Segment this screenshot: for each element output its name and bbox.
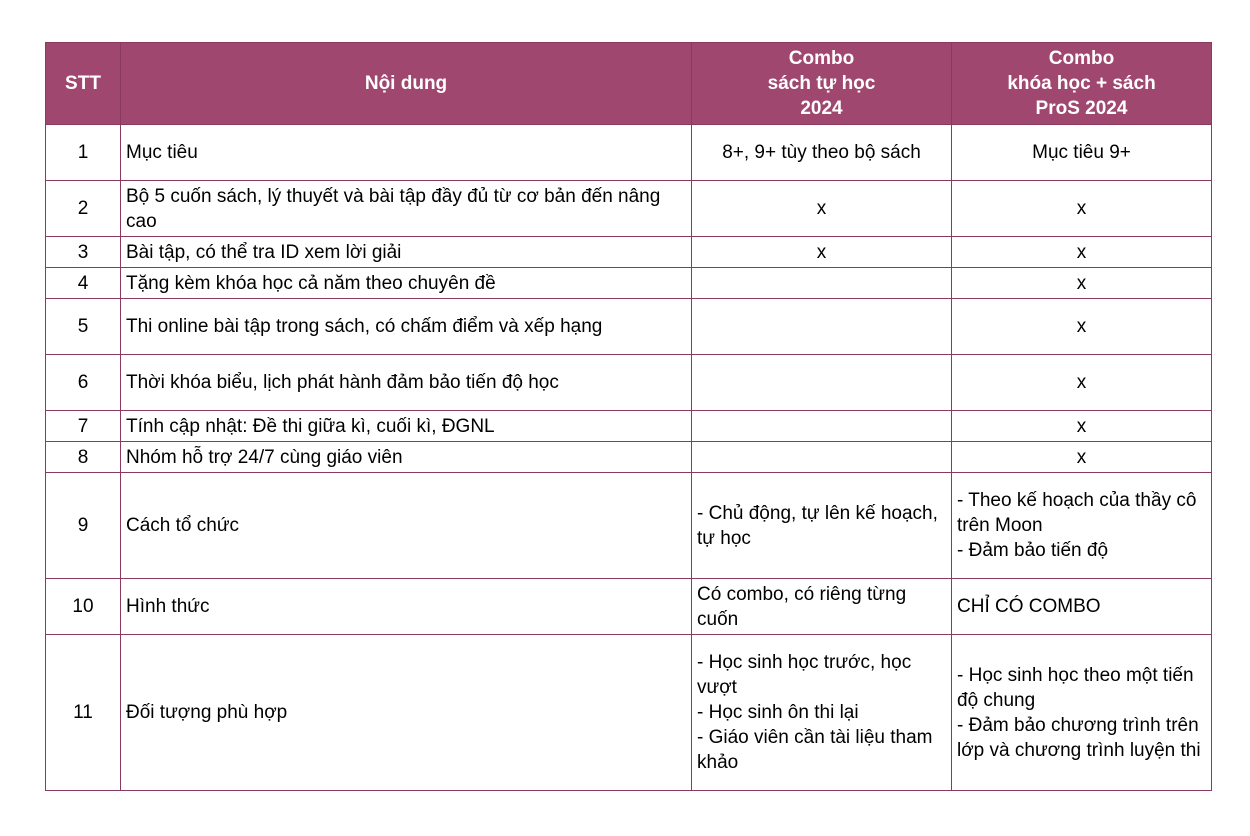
header-content: Nội dung	[121, 43, 692, 125]
cell-combo-course-book	[952, 473, 1212, 579]
table-row	[46, 635, 1212, 791]
table-row	[46, 473, 1212, 579]
row-number: 7	[46, 411, 121, 442]
cell-text: - Học sinh học theo một tiến độ chung	[957, 664, 1194, 711]
cell-combo-course-book	[952, 579, 1212, 635]
cell-combo-self-study	[692, 442, 952, 473]
cell-text: - Giáo viên cần tài liệu tham khảo	[697, 727, 933, 773]
row-content: Hình thức	[121, 579, 692, 635]
row-number: 9	[46, 473, 121, 579]
cell-text: x	[1076, 272, 1087, 294]
cell-combo-course-book	[952, 635, 1212, 791]
row-content: Tính cập nhật: Đề thi giữa kì, cuối kì, ĐGNL	[121, 411, 692, 442]
header-combo-course-book	[952, 43, 1212, 125]
cell-text: x	[1076, 415, 1087, 437]
header-combo-self-study-line: sách tự học	[767, 73, 876, 94]
header-combo-course-book-line: Combo	[1048, 48, 1115, 69]
cell-text: 8+, 9+ tùy theo bộ sách	[722, 142, 921, 163]
row-number: 11	[46, 635, 121, 791]
header-combo-course-book-line: ProS 2024	[1035, 98, 1128, 119]
row-content: Thi online bài tập trong sách, có chấm điểm và xếp hạng	[121, 299, 692, 355]
row-number: 6	[46, 355, 121, 411]
cell-text: x	[1076, 241, 1087, 263]
cell-text: x	[1076, 198, 1087, 219]
comparison-table	[45, 42, 1212, 791]
cell-text: x	[816, 241, 827, 263]
header-combo-course-book-line: khóa học + sách	[1007, 73, 1156, 94]
table-row	[46, 579, 1212, 635]
cell-combo-course-book	[952, 299, 1212, 355]
header-combo-self-study	[692, 43, 952, 125]
header-row	[46, 43, 1212, 125]
row-content: Đối tượng phù hợp	[121, 635, 692, 791]
cell-combo-course-book	[952, 355, 1212, 411]
table-row	[46, 268, 1212, 299]
cell-text: CHỈ CÓ COMBO	[957, 596, 1101, 617]
cell-text: x	[816, 198, 827, 219]
cell-text: - Chủ động, tự lên kế hoạch, tự học	[697, 502, 938, 549]
cell-combo-self-study	[692, 125, 952, 181]
table-body	[46, 125, 1212, 791]
cell-combo-course-book	[952, 411, 1212, 442]
header-combo-self-study-line: 2024	[800, 98, 843, 119]
cell-combo-self-study	[692, 355, 952, 411]
row-content: Nhóm hỗ trợ 24/7 cùng giáo viên	[121, 442, 692, 473]
cell-combo-course-book	[952, 125, 1212, 181]
row-number: 4	[46, 268, 121, 299]
table-row	[46, 181, 1212, 237]
header-combo-self-study-line: Combo	[788, 48, 855, 69]
cell-combo-self-study	[692, 635, 952, 791]
row-content: Bài tập, có thể tra ID xem lời giải	[121, 237, 692, 268]
cell-text: x	[1076, 446, 1087, 468]
cell-combo-self-study	[692, 411, 952, 442]
cell-text: x	[1076, 372, 1087, 393]
cell-text: - Đảm bảo chương trình trên lớp và chương trình luyện thi	[957, 714, 1201, 761]
cell-combo-self-study	[692, 268, 952, 299]
table-row	[46, 125, 1212, 181]
row-content: Bộ 5 cuốn sách, lý thuyết và bài tập đầy đủ từ cơ bản đến nâng cao	[121, 181, 692, 237]
row-content: Tặng kèm khóa học cả năm theo chuyên đề	[121, 268, 692, 299]
cell-combo-course-book	[952, 268, 1212, 299]
row-number: 10	[46, 579, 121, 635]
row-content: Mục tiêu	[121, 125, 692, 181]
cell-text: Có combo, có riêng từng cuốn	[697, 583, 907, 630]
cell-combo-self-study	[692, 579, 952, 635]
table-row	[46, 237, 1212, 268]
cell-combo-course-book	[952, 181, 1212, 237]
row-content: Cách tổ chức	[121, 473, 692, 579]
cell-text: - Học sinh học trước, học vượt	[697, 652, 912, 698]
row-number: 8	[46, 442, 121, 473]
cell-combo-self-study	[692, 181, 952, 237]
cell-text: - Đảm bảo tiến độ	[957, 540, 1109, 561]
cell-text: - Học sinh ôn thi lại	[697, 702, 859, 723]
cell-combo-self-study	[692, 299, 952, 355]
header-stt: STT	[46, 43, 121, 125]
row-number: 2	[46, 181, 121, 237]
cell-combo-self-study	[692, 473, 952, 579]
table-row	[46, 299, 1212, 355]
table-row	[46, 442, 1212, 473]
cell-combo-self-study	[692, 237, 952, 268]
table-row	[46, 355, 1212, 411]
row-number: 1	[46, 125, 121, 181]
row-content: Thời khóa biểu, lịch phát hành đảm bảo tiến độ học	[121, 355, 692, 411]
cell-text: - Theo kế hoạch của thầy cô trên Moon	[957, 490, 1197, 536]
cell-text: x	[1076, 316, 1087, 337]
row-number: 3	[46, 237, 121, 268]
cell-text: Mục tiêu 9+	[1032, 142, 1131, 163]
table-row	[46, 411, 1212, 442]
cell-combo-course-book	[952, 237, 1212, 268]
row-number: 5	[46, 299, 121, 355]
cell-combo-course-book	[952, 442, 1212, 473]
